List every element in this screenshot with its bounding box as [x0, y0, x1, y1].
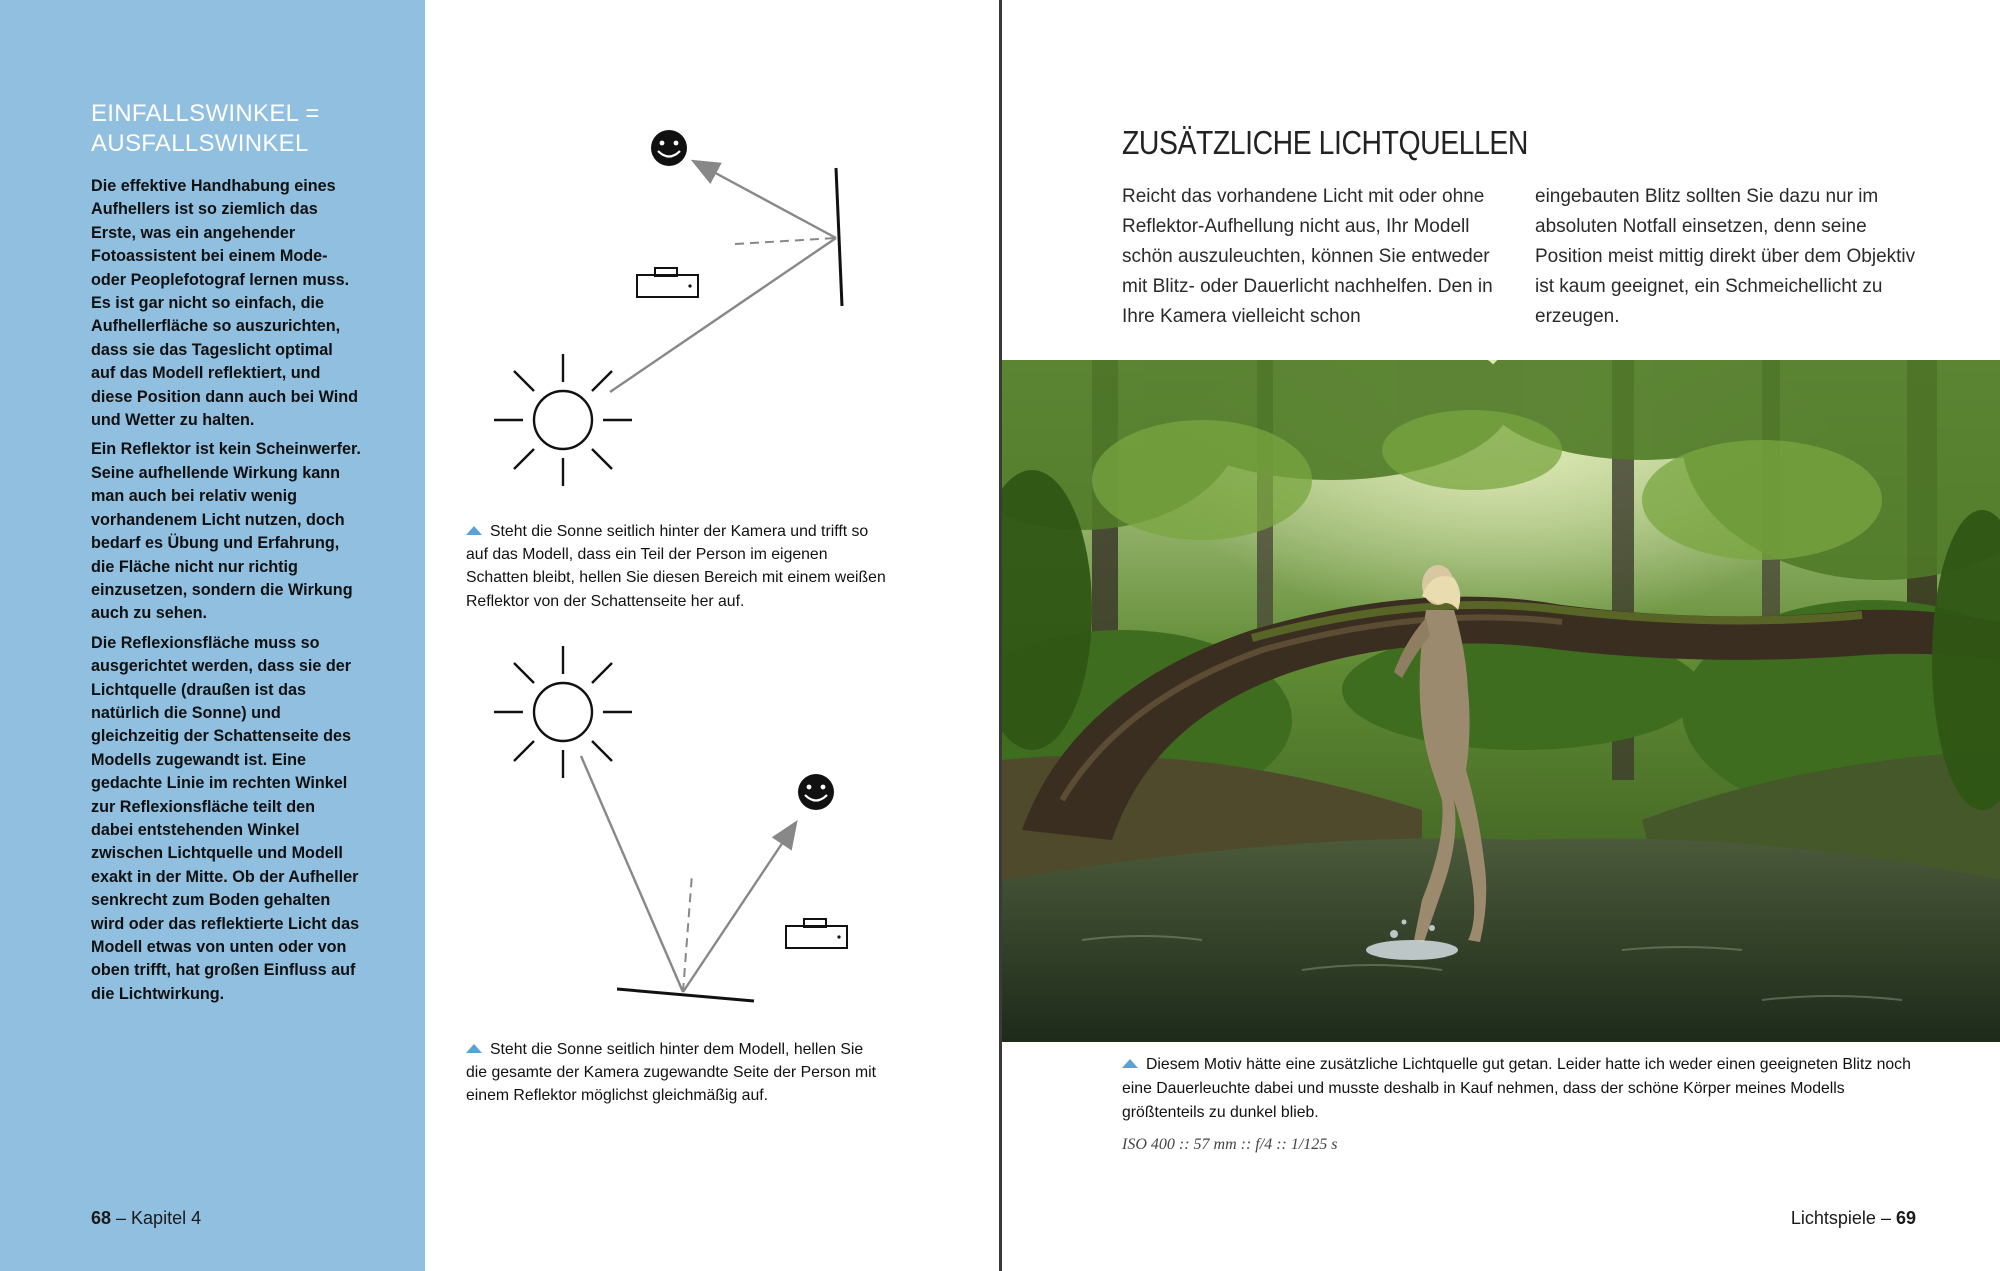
photo-illustration: [1002, 360, 2000, 1042]
page-number-right: 69: [1895, 1208, 1916, 1228]
sidebar-paragraph: Die Reflexionsfläche muss so ausgerichtet werden, dass sie der Lichtquelle (draußen ist das natürlich die Sonne) und gleichzeitig der Schattenseite des Modells zugewandt ist. Eine gedachte Linie im rechten Winkel zur Reflexionsfläche teilt den dabei entstehenden Winkel zwischen Lichtquelle und Modell exakt in der Mitte. Ob der Aufheller senkrecht zum Boden gehalten wird oder das reflektierte Licht das Modell etwas von unten oder von oben trifft, hat großen Einfluss auf die Lichtwirkung.: [91, 633, 360, 1003]
chapter-label: – Kapitel 4: [111, 1208, 202, 1228]
normal-line: [735, 238, 836, 244]
diagram-caption-text: Steht die Sonne seitlich hinter der Kamera und trifft so auf das Modell, dass ein Teil der Person im eigenen Schatten bleibt, hellen Sie diesen Bereich mit einem weißen Reflektor von der Schattenseite her auf.: [466, 523, 886, 610]
caption-marker-icon: [466, 526, 482, 535]
sidebar-paragraph: Ein Reflektor ist kein Scheinwerfer. Seine aufhellende Wirkung kann man auch bei relativ wenig vorhandenem Licht nutzen, doch bedarf es Übung und Erfahrung, die Fläche nicht nur richtig einzusetzen, sondern die Wirkung auch zu sehen.: [91, 440, 361, 623]
incident-ray: [610, 238, 836, 392]
section-heading: ZUSÄTZLICHE LICHTQUELLEN: [1122, 124, 1529, 161]
model-face-icon: [798, 774, 834, 810]
reflector-line: [617, 989, 754, 1001]
camera-icon: [786, 919, 847, 948]
photo-caption-text: Diesem Motiv hätte eine zusätzliche Lichtquelle gut getan. Leider hatte ich weder einen geeigneten Blitz noch eine Dauerleuchte dabei und musste deshalb in Kauf nehmen, dass der schöne Körper meines Modells größtenteils zu dunkel blieb.: [1122, 1056, 1911, 1121]
sidebar-heading-line1: EINFALLSWINKEL =: [91, 100, 320, 127]
sun-icon: [494, 646, 632, 778]
exif-data: ISO 400 :: 57 mm :: f/4 :: 1/125 s: [1122, 1136, 1338, 1153]
reflector-diagram-2: [470, 630, 870, 1010]
camera-icon: [637, 268, 698, 297]
reflected-ray: [683, 824, 795, 992]
sidebar-body: [91, 175, 361, 1012]
running-title: Lichtspiele –: [1790, 1208, 1896, 1228]
sidebar-box: [0, 0, 425, 1271]
diagram-caption-text: Steht die Sonne seitlich hinter dem Modell, hellen Sie die gesamte der Kamera zugewandte Seite der Person mit einem Reflektor möglichst gleichmäßig auf.: [466, 1041, 877, 1105]
sidebar-heading: [91, 99, 391, 159]
reflected-ray: [695, 162, 836, 238]
intro-text-column-2: eingebauten Blitz sollten Sie dazu nur im absoluten Notfall einsetzen, denn seine Position meist mittig direkt über dem Objektiv ist kaum geeignet, ein Schmeichellicht zu erzeugen.: [1535, 186, 1916, 327]
intro-text-column-1: Reicht das vorhandene Licht mit oder ohne Reflektor-Aufhellung nicht aus, Ihr Modell schön auszuleuchten, können Sie entweder mit Blitz- oder Dauerlicht nachhelfen. Den in Ihre Kamera vielleicht schon: [1122, 186, 1493, 327]
page-folio-left: [91, 1208, 201, 1229]
caption-marker-icon: [1122, 1059, 1138, 1068]
incident-ray: [581, 756, 683, 992]
reflector-line: [836, 168, 842, 306]
forest-stream-photo: [1002, 360, 2000, 1042]
diagram-caption-1: [466, 520, 886, 613]
sidebar-heading-line2: AUSFALLSWINKEL: [91, 130, 309, 157]
sun-icon: [494, 354, 632, 486]
page-number-left: 68: [91, 1208, 112, 1228]
normal-line: [683, 874, 692, 992]
diagram-caption-2: [466, 1038, 886, 1108]
photo-caption: [1122, 1053, 1922, 1125]
page-folio-right: [1791, 1208, 1916, 1229]
reflector-diagram-1: [470, 120, 870, 500]
caption-marker-icon: [466, 1044, 482, 1053]
model-face-icon: [651, 130, 687, 166]
sidebar-paragraph: Die effektive Handhabung eines Aufhellers ist so ziemlich das Erste, was ein angehender Fotoassistent bei einem Mode- oder Peoplefotograf lernen muss. Es ist gar nicht so einfach, die Aufhellerfläche so auszurichten, dass sie das Tageslicht optimal auf das Modell reflektiert, und diese Position dann auch bei Wind und Wetter zu halten.: [91, 177, 358, 430]
